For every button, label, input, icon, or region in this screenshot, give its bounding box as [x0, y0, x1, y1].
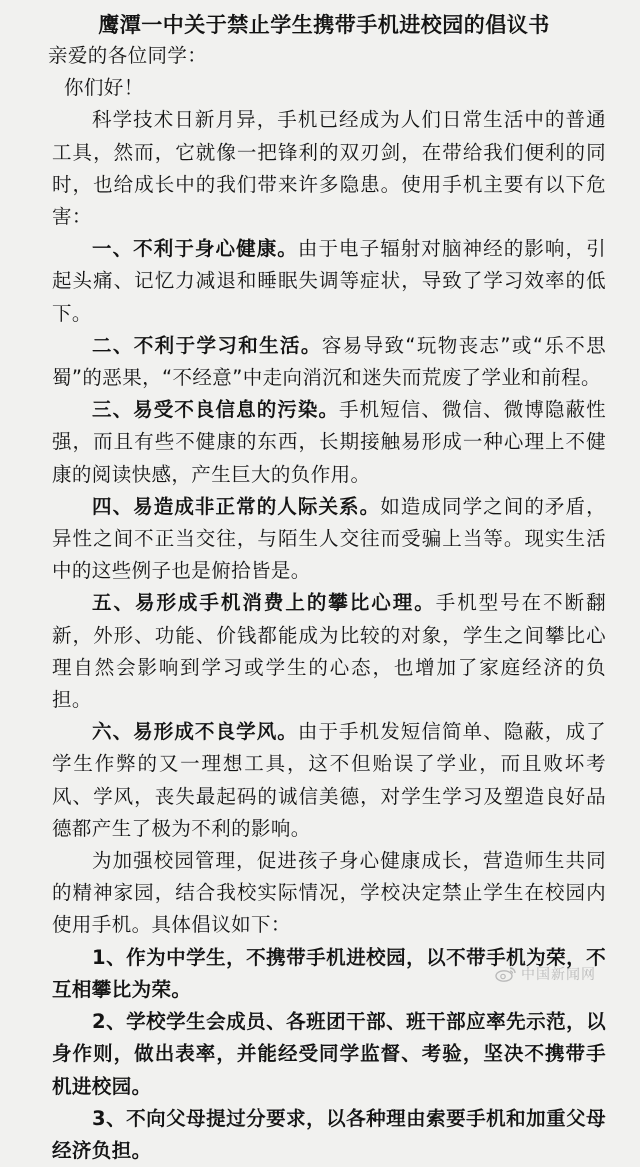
harm-text: 由于电子辐射对脑神经的影响，引起头痛、记忆力减退和睡眠失调等症状，导致了学习效率的低下。 — [52, 237, 606, 325]
harm-text: 手机短信、微信、微博隐蔽性强，而且有些不健康的东西，长期接触易形成一种心理上不健康的阅读快感，产生巨大的负作用。 — [52, 398, 606, 486]
document-title: 鹰潭一中关于禁止学生携带手机进校园的倡议书 — [98, 13, 550, 37]
harm-heading: 一、不利于身心健康。 — [92, 237, 298, 261]
harm-item — [52, 716, 606, 845]
harm-heading: 五、易形成手机消费上的攀比心理。 — [92, 591, 436, 615]
salutation: 亲爱的各位同学： — [48, 44, 208, 67]
decision-paragraph: 为加强校园管理，促进孩子身心健康成长，营造师生共同的精神家园，结合我校实际情况，学校决定禁止学生在校园内使用手机。具体倡议如下： — [52, 849, 606, 937]
harm-text: 手机型号在不断翻新，外形、功能、价钱都能成为比较的对象，学生之间攀比心理自然会影响到学习或学生的心态，也增加了家庭经济的负担。 — [52, 591, 606, 712]
harm-heading: 三、易受不良信息的污染。 — [92, 398, 340, 422]
harm-item — [52, 587, 606, 716]
proposal-item: 1、作为中学生，不携带手机进校园，以不带手机为荣，不互相攀比为荣。 — [52, 945, 606, 1001]
harm-heading: 二、不利于学习和生活。 — [92, 333, 322, 357]
weibo-icon — [495, 966, 517, 982]
harm-item — [52, 233, 606, 330]
watermark-text: 中国新闻网 — [521, 967, 596, 983]
harm-text: 容易导致“玩物丧志”或“乐不思蜀”的恶果，“不经意”中走向消沉和迷失而荒废了学业和前程。 — [52, 333, 606, 390]
proposal-item: 2、学校学生会成员、各班团干部、班干部应率先示范，以身作则，做出表率，并能经受同学监督、考验，坚决不携带手机进校园。 — [52, 1010, 606, 1098]
harm-text: 由于手机发短信简单、隐蔽，成了学生作弊的又一理想工具，这不但贻误了学业，而且败坏考风、学风，丧失最起码的诚信美德，对学生学习及塑造良好品德都产生了极为不利的影响。 — [52, 720, 606, 840]
source-watermark — [495, 964, 596, 984]
intro-paragraph: 科学技术日新月异，手机已经成为人们日常生活中的普通工具，然而，它就像一把锋利的双刃剑，在带给我们便利的同时，也给成长中的我们带来许多隐患。使用手机主要有以下危害： — [52, 108, 606, 229]
harm-item — [52, 330, 606, 394]
harm-item — [52, 394, 606, 491]
harm-text: 如造成同学之间的矛盾，异性之间不正当交往，与陌生人交往而受骗上当等。现实生活中的这些例子也是俯拾皆是。 — [52, 494, 606, 583]
greeting: 你们好！ — [64, 76, 144, 100]
harm-item — [52, 491, 606, 588]
harm-heading: 四、易造成非正常的人际关系。 — [92, 494, 381, 518]
proposal-item: 3、不向父母提过分要求，以各种理由索要手机和加重父母经济负担。 — [52, 1106, 606, 1162]
harm-heading: 六、易形成不良学风。 — [92, 720, 298, 744]
